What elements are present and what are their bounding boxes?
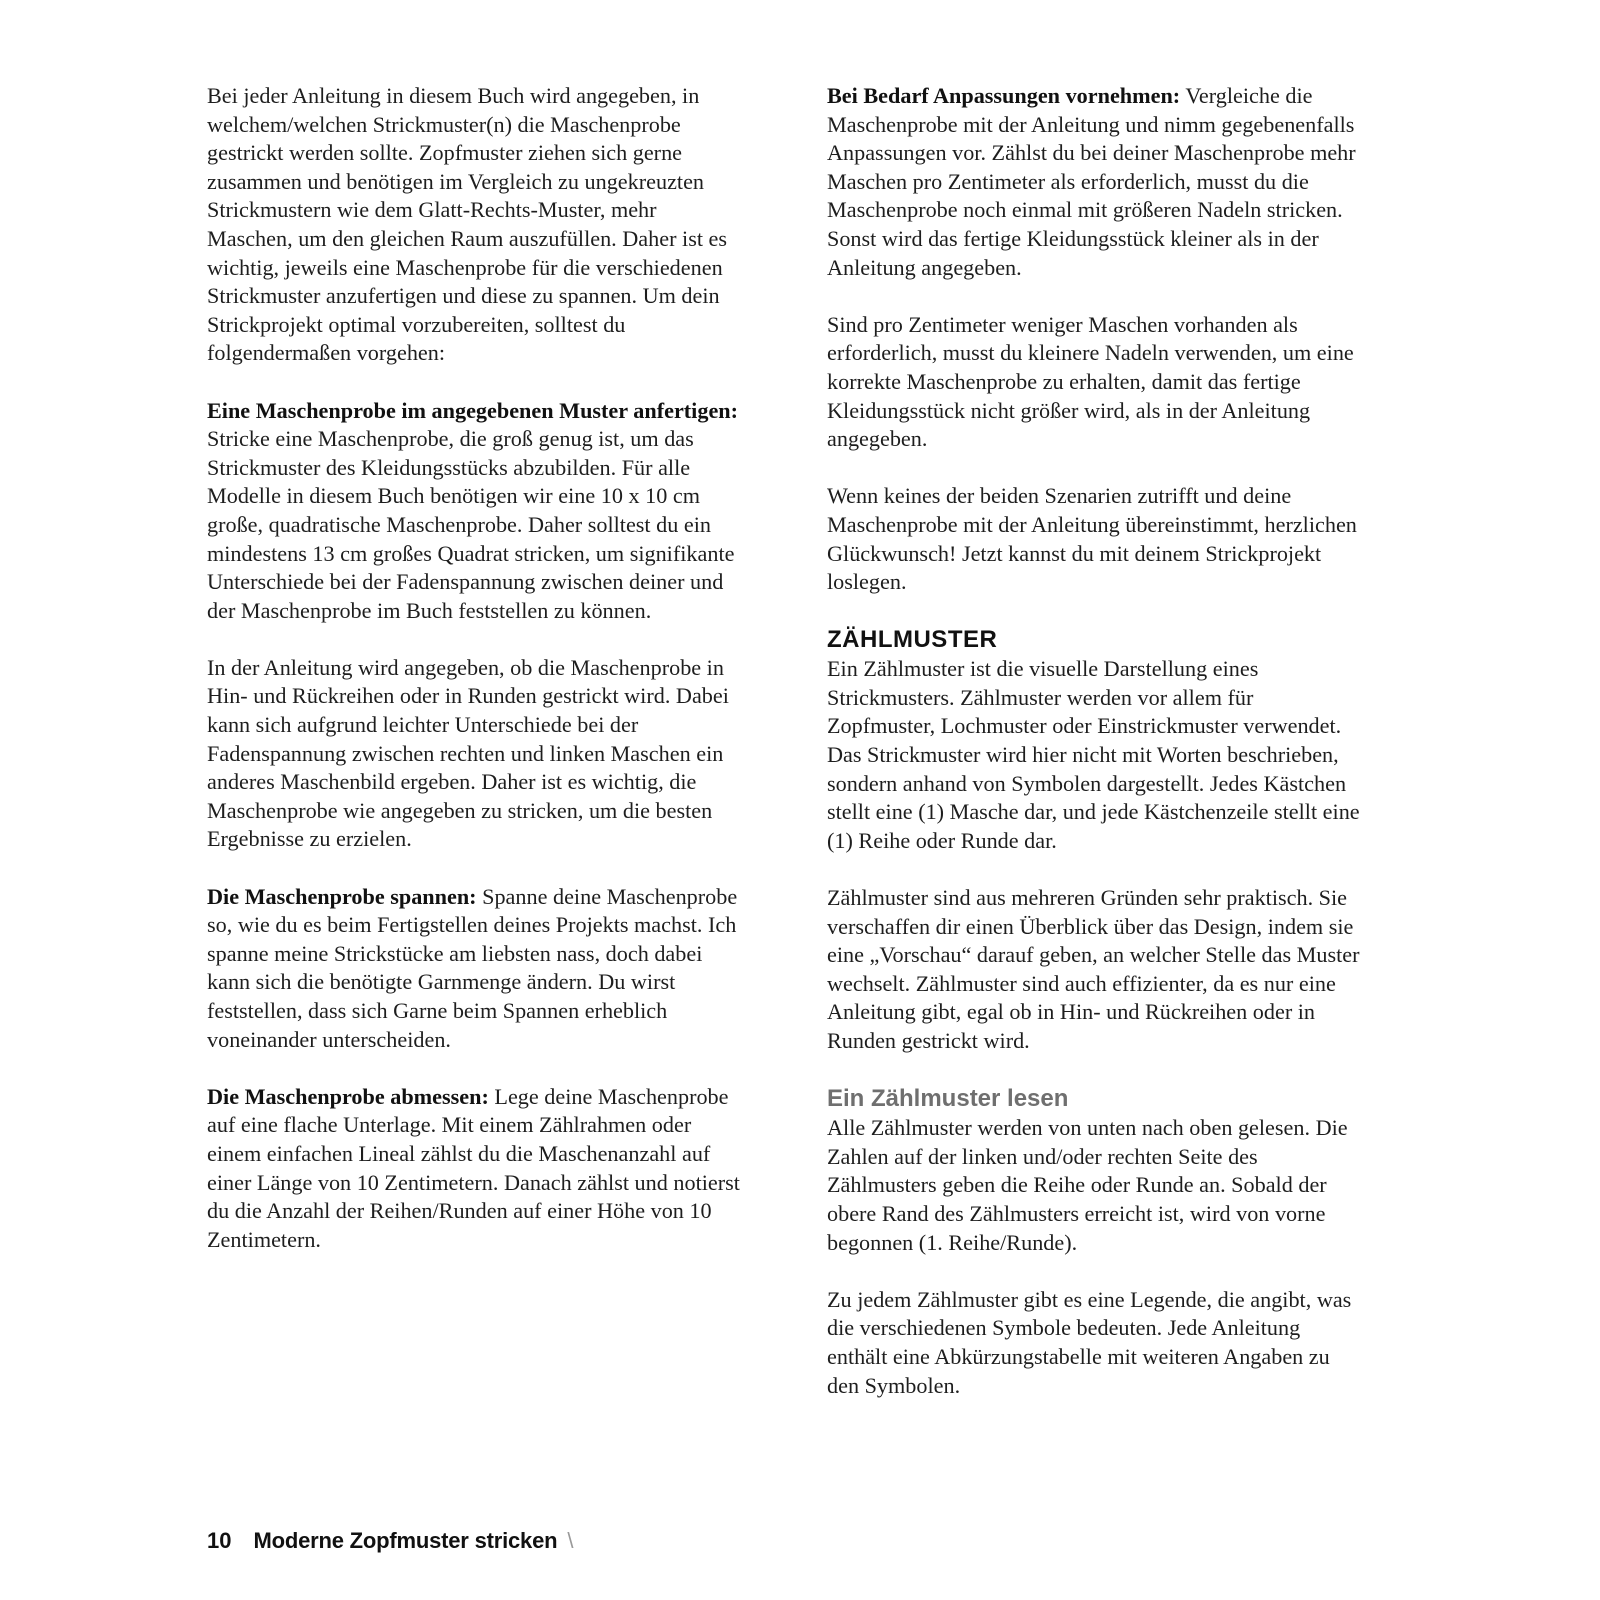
paragraph-lead: Eine Maschenprobe im angegebenen Muster anfertigen: [207, 397, 739, 423]
book-title: Moderne Zopfmuster stricken [253, 1528, 558, 1553]
section-heading-zaehlmuster: ZÄHLMUSTER [827, 626, 998, 654]
right-column [827, 82, 1362, 1429]
left-column [207, 82, 742, 1283]
paragraph-lead: Die Maschenprobe abmessen: [207, 1083, 489, 1109]
paragraph-text: Spanne deine Maschenprobe so, wie du es beim Fertigstellen deines Projekts machst. Ich spanne meine Strickstücke am liebsten nass, doch dabei kann sich die benötigte Garnmenge ändern. Du wirst feststellen, dass sich Garne beim Spannen erheblich voneinander unterscheiden. [207, 883, 738, 1052]
paragraph-intro: Bei jeder Anleitung in diesem Buch wird angegeben, in welchem/welchen Strickmuster(n) die Maschenprobe gestrickt werden sollte. Zopfmuster ziehen sich gerne zusammen und benötigen im Vergleich zu ungekreuzten Strickmustern wie dem Glatt-Rechts-Muster, mehr Maschen, um den gleichen Raum auszufüllen. Daher ist es wichtig, jeweils eine Maschenprobe für die verschiedenen Strickmuster anzufertigen und diese zu spannen. Um dein Strickprojekt optimal vorzubereiten, solltest du folgendermaßen vorgehen: [207, 83, 728, 366]
page-footer [207, 1527, 574, 1555]
paragraph-make-gauge [207, 397, 742, 626]
paragraph-read-direction: Alle Zählmuster werden von unten nach oben gelesen. Die Zahlen auf der linken und/oder rechten Seite des Zählmusters geben die Reihe oder Runde an. Sobald der obere Rand des Zählmusters erreicht ist, wird von vorne begonnen (1. Reihe/Runde). [827, 1115, 1348, 1255]
footer-mark: \ [567, 1528, 574, 1553]
paragraph-chart-definition: Ein Zählmuster ist die visuelle Darstellung eines Strickmusters. Zählmuster werden vor allem für Zopfmuster, Lochmuster oder Einstrickmuster verwendet. Das Strickmuster wird hier nicht mit Worten beschrieben, sondern anhand von Symbolen dargestellt. Jedes Kästchen stellt eine (1) Masche dar, und jede Kästchenzeile stellt eine (1) Reihe oder Runde dar. [827, 656, 1360, 853]
page-number: 10 [207, 1528, 232, 1553]
paragraph-lead: Die Maschenprobe spannen: [207, 883, 477, 909]
paragraph-block-gauge [207, 883, 742, 1055]
paragraph-measure-gauge [207, 1083, 742, 1255]
paragraph-text: Vergleiche die Maschenprobe mit der Anleitung und nimm gegebenenfalls Anpassungen vor. Zählst du bei deiner Maschenprobe mehr Maschen pro Zentimeter als erforderlich, musst du die Maschenprobe noch einmal mit größeren Nadeln stricken. Sonst wird das fertige Kleidungsstück kleiner als in der Anleitung angegeben. [827, 83, 1356, 280]
paragraph-text: Stricke eine Maschenprobe, die groß genug ist, um das Strickmuster des Kleidungsstücks abzubilden. Für alle Modelle in diesem Buch benötigen wir eine 10 x 10 cm große, quadratische Maschenprobe. Daher solltest du ein mindestens 13 cm großes Quadrat stricken, um signifikante Unterschiede bei der Fadenspannung zwischen deiner und der Maschenprobe im Buch feststellen zu können. [207, 426, 735, 623]
paragraph-match: Wenn keines der beiden Szenarien zutrifft und deine Maschenprobe mit der Anleitung übereinstimmt, herzlichen Glückwunsch! Jetzt kannst du mit deinem Strickprojekt loslegen. [827, 483, 1357, 595]
paragraph-chart-benefits: Zählmuster sind aus mehreren Gründen sehr praktisch. Sie verschaffen dir einen Überblick über das Design, indem sie eine „Vorschau“ darauf geben, an welcher Stelle das Muster wechselt. Zählmuster sind auch effizienter, da es nur eine Anleitung gibt, egal ob in Hin- und Rückreihen oder in Runden gestrickt wird. [827, 885, 1360, 1053]
paragraph-legend: Zu jedem Zählmuster gibt es eine Legende, die angibt, was die verschiedenen Symbole bedeuten. Jede Anleitung enthält eine Abkürzungstabelle mit weiteren Angaben zu den Symbolen. [827, 1286, 1352, 1398]
paragraph-adjust [827, 82, 1362, 282]
paragraph-rows-rounds: In der Anleitung wird angegeben, ob die Maschenprobe in Hin- und Rückreihen oder in Runden gestrickt wird. Dabei kann sich aufgrund leichter Unterschiede bei der Fadenspannung zwischen rechten und linken Maschen ein anderes Maschenbild ergeben. Daher ist es wichtig, die Maschenprobe wie angegeben zu stricken, um die besten Ergebnisse zu erzielen. [207, 654, 729, 852]
subheading-read-chart: Ein Zählmuster lesen [827, 1085, 1069, 1113]
paragraph-text: Lege deine Maschenprobe auf eine flache Unterlage. Mit einem Zählrahmen oder einem einfachen Lineal zählst du die Maschenanzahl auf einer Länge von 10 Zentimetern. Danach zählst und notierst du die Anzahl der Reihen/Runden auf einer Höhe von 10 Zentimetern. [207, 1083, 740, 1252]
paragraph-lead: Bei Bedarf Anpassungen vornehmen: [827, 83, 1181, 108]
paragraph-fewer-stitches: Sind pro Zentimeter weniger Maschen vorhanden als erforderlich, musst du kleinere Nadeln verwenden, um eine korrekte Maschenprobe zu erhalten, damit das fertige Kleidungsstück nicht größer wird, als in der Anleitung angegeben. [827, 311, 1354, 452]
